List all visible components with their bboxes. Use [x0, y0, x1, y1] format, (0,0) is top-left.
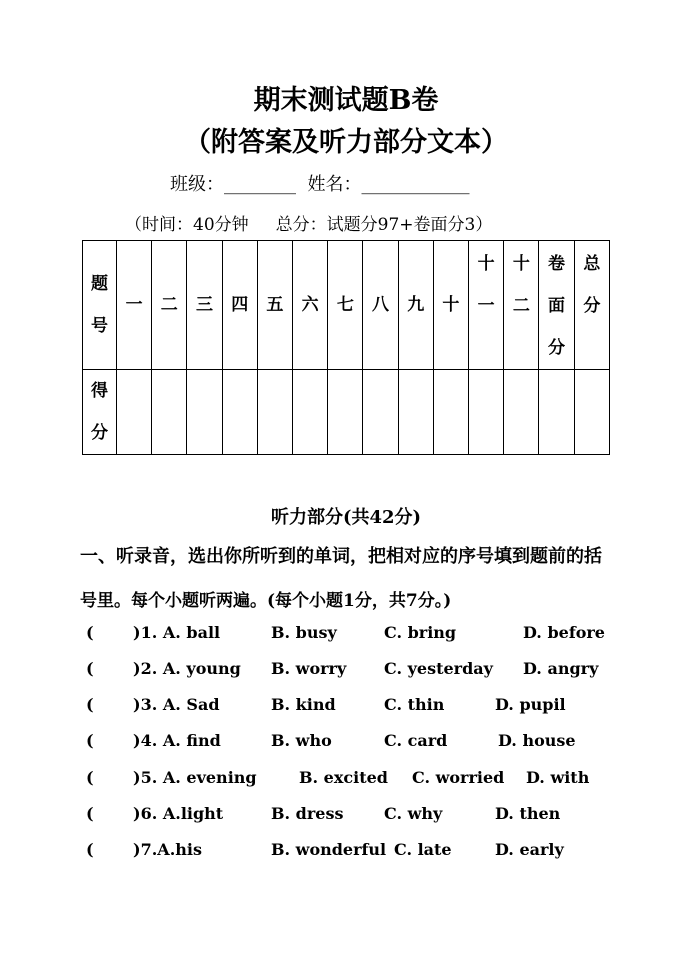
question-3 [0, 695, 692, 721]
option-b: B. dress [271, 804, 344, 823]
option-d: D. early [495, 840, 564, 859]
option-b: B. busy [271, 623, 337, 642]
instruction-line-2: 号里。每个小题听两遍。(每个小题1分，共7分。) [80, 591, 452, 611]
instruction-line-1: 一、听录音，选出你所听到的单词，把相对应的序号填到题前的括 [80, 546, 602, 567]
question-1 [0, 623, 692, 649]
question-6 [0, 804, 692, 830]
option-c: C. bring [384, 623, 457, 642]
row-label-question-number: 题号 [91, 274, 108, 336]
option-c: C. yesterday [384, 659, 493, 678]
option-c: C. card [384, 731, 448, 750]
score-cell[interactable] [187, 370, 222, 455]
score-cell[interactable] [504, 370, 539, 455]
exam-subtitle: （附答案及听力部分文本） [184, 127, 508, 158]
question-2 [0, 659, 692, 685]
name-label: 姓名：____________ [307, 174, 470, 195]
option-c: C. late [394, 840, 452, 859]
column-header: 总分 [574, 241, 609, 370]
option-b: B. who [271, 731, 332, 750]
column-header: 一 [117, 241, 152, 370]
score-cell[interactable] [293, 370, 328, 455]
option-b: B. worry [271, 659, 347, 678]
column-header: 五 [257, 241, 292, 370]
answer-bracket[interactable]: ( [86, 804, 94, 823]
answer-bracket[interactable]: ( [86, 695, 94, 714]
column-header: 十 [433, 241, 468, 370]
option-d: D. with [526, 768, 590, 787]
student-info-line [170, 170, 469, 196]
score-cell[interactable] [152, 370, 187, 455]
score-cell[interactable] [539, 370, 574, 455]
question-7 [0, 840, 692, 866]
score-table [82, 240, 610, 455]
option-d: D. then [495, 804, 561, 823]
column-header: 九 [398, 241, 433, 370]
score-table-header-row [83, 241, 610, 370]
option-b: B. wonderful [271, 840, 387, 859]
column-header: 八 [363, 241, 398, 370]
option-b: B. kind [271, 695, 336, 714]
score-cell[interactable] [469, 370, 504, 455]
score-cell[interactable] [117, 370, 152, 455]
score-cell[interactable] [257, 370, 292, 455]
time-score-info: （时间：40分钟 总分：试题分97+卷面分3） [125, 215, 493, 235]
score-cell[interactable] [363, 370, 398, 455]
question-4 [0, 731, 692, 757]
column-header: 六 [293, 241, 328, 370]
column-header: 四 [222, 241, 257, 370]
column-header: 二 [152, 241, 187, 370]
column-header: 七 [328, 241, 363, 370]
column-header: 十一 [469, 241, 504, 370]
row-label-score: 得分 [91, 381, 108, 443]
option-c: C. thin [384, 695, 445, 714]
answer-bracket[interactable]: ( [86, 840, 94, 859]
answer-bracket[interactable]: ( [86, 623, 94, 642]
score-cell[interactable] [433, 370, 468, 455]
class-label: 班级：________ [170, 174, 296, 195]
question-stem: )2. A. young [133, 659, 241, 678]
question-5 [0, 768, 692, 794]
exam-title: 期末测试题B卷 [253, 85, 439, 116]
question-stem: )1. A. ball [133, 623, 221, 642]
score-cell[interactable] [328, 370, 363, 455]
question-stem: )3. A. Sad [133, 695, 220, 714]
score-table-score-row [83, 370, 610, 455]
column-header: 十二 [504, 241, 539, 370]
score-cell[interactable] [222, 370, 257, 455]
option-d: D. before [523, 623, 605, 642]
question-stem: )5. A. evening [133, 768, 257, 787]
option-d: D. pupil [495, 695, 566, 714]
column-header: 三 [187, 241, 222, 370]
answer-bracket[interactable]: ( [86, 768, 94, 787]
row-label-cell [83, 370, 117, 455]
question-stem: )4. A. find [133, 731, 221, 750]
column-header: 卷面分 [539, 241, 574, 370]
question-stem: )6. A.light [133, 804, 224, 823]
row-label-cell [83, 241, 117, 370]
question-stem: )7.A.his [133, 840, 202, 859]
option-d: D. angry [523, 659, 599, 678]
option-b: B. excited [299, 768, 388, 787]
answer-bracket[interactable]: ( [86, 731, 94, 750]
score-cell[interactable] [574, 370, 609, 455]
option-d: D. house [498, 731, 576, 750]
answer-bracket[interactable]: ( [86, 659, 94, 678]
score-cell[interactable] [398, 370, 433, 455]
listening-section-title: 听力部分(共42分) [270, 507, 422, 528]
option-c: C. worried [412, 768, 505, 787]
option-c: C. why [384, 804, 443, 823]
